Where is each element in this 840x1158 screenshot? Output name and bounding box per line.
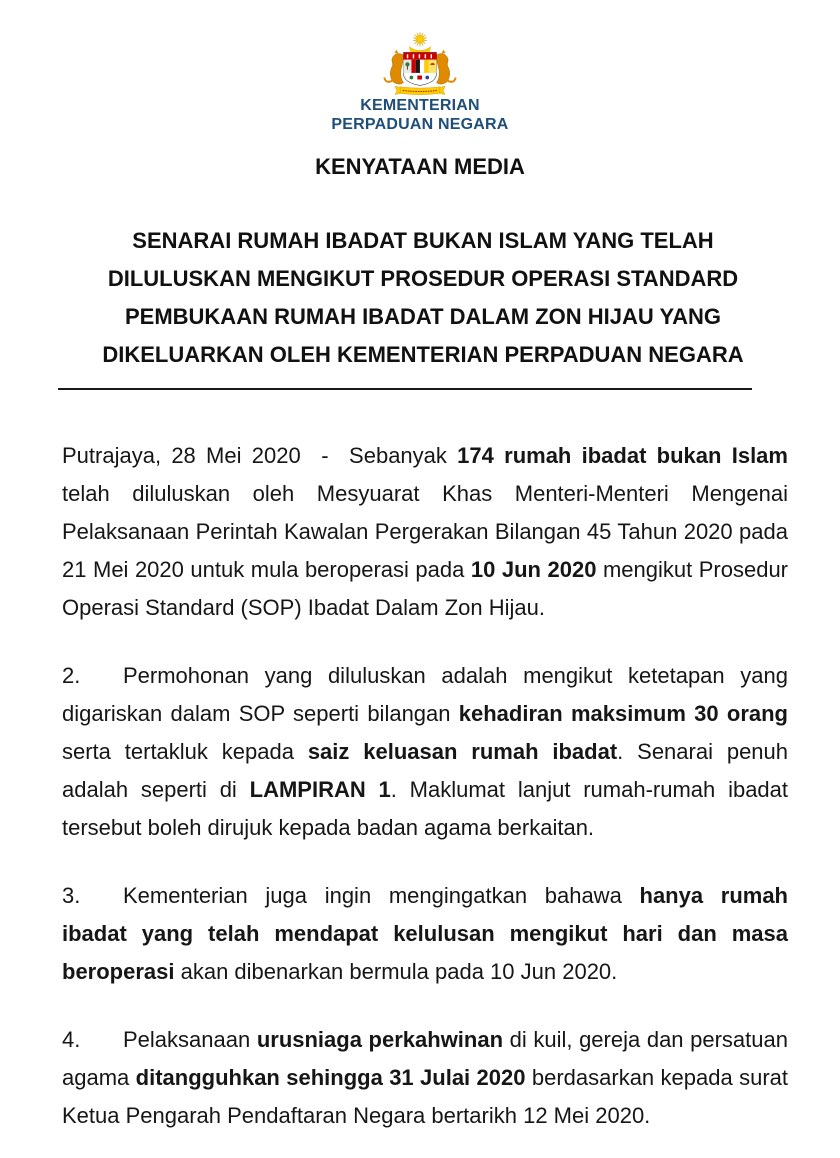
title-line-1: SENARAI RUMAH IBADAT BUKAN ISLAM YANG TELAH: [132, 228, 714, 253]
malaysia-coat-of-arms-icon: [370, 30, 470, 96]
motto-banner-icon: [395, 86, 445, 95]
paragraph-4-number: 4.: [62, 1027, 81, 1052]
ministry-name-line2: PERPADUAN NEGARA: [331, 116, 509, 133]
title-line-3: PEMBUKAAN RUMAH IBADAT DALAM ZON HIJAU YANG: [124, 304, 722, 329]
paragraph-3-number: 3.: [62, 883, 81, 908]
document-body: [62, 437, 788, 1135]
title-underline-rule: [58, 388, 752, 390]
paragraph-2: [62, 657, 788, 847]
paragraph-2-number: 2.: [62, 663, 81, 688]
paragraph-4-text: Pelaksanaan urusniaga perkahwinan di kuil, gereja dan persatuan agama ditangguhkan sehingga 31 Julai 2020 berdasarkan kepada surat Ketua Pengarah Pendaftaran Negara bertarikh 12 Mei 2020.: [62, 1027, 788, 1128]
tiger-right-icon: [437, 50, 456, 84]
paragraph-4: [62, 1021, 788, 1135]
paragraph-2-text: Permohonan yang diluluskan adalah mengikut ketetapan yang digariskan dalam SOP seperti bilangan kehadiran maksimum 30 orang serta tertakluk kepada saiz keluasan rumah ibadat. Senarai penuh adalah seperti di LAMPIRAN 1. Maklumat lanjut rumah-rumah ibadat tersebut boleh dirujuk kepada badan agama berkaitan.: [62, 663, 789, 840]
paragraph-1: [62, 437, 788, 627]
paragraph-3: [62, 877, 788, 991]
title-line-4: DIKELUARKAN OLEH KEMENTERIAN PERPADUAN NEGARA: [102, 342, 744, 367]
ministry-name-line1: KEMENTERIAN: [360, 97, 480, 114]
letterhead: [0, 0, 840, 134]
title-line-2: DILULUSKAN MENGIKUT PROSEDUR OPERASI STANDARD: [107, 266, 739, 291]
tiger-left-icon: [384, 50, 403, 84]
ministry-name: [0, 96, 840, 134]
document-title: [58, 222, 788, 374]
paragraph-1-text: Putrajaya, 28 Mei 2020 - Sebanyak 174 rumah ibadat bukan Islam telah diluluskan oleh Mesyuarat Khas Menteri-Menteri Mengenai Pelaksanaan Perintah Kawalan Pergerakan Bilangan 45 Tahun 2020 pada 21 Mei 2020 untuk mula beroperasi pada 10 Jun 2020 mengikut Prosedur Operasi Standard (SOP) Ibadat Dalam Zon Hijau.: [62, 443, 789, 620]
paragraph-3-text: Kementerian juga ingin mengingatkan bahawa hanya rumah ibadat yang telah mendapat kelulusan mengikut hari dan masa beroperasi akan dibenarkan bermula pada 10 Jun 2020.: [62, 883, 788, 984]
document-type-heading: KENYATAAN MEDIA: [315, 154, 525, 179]
